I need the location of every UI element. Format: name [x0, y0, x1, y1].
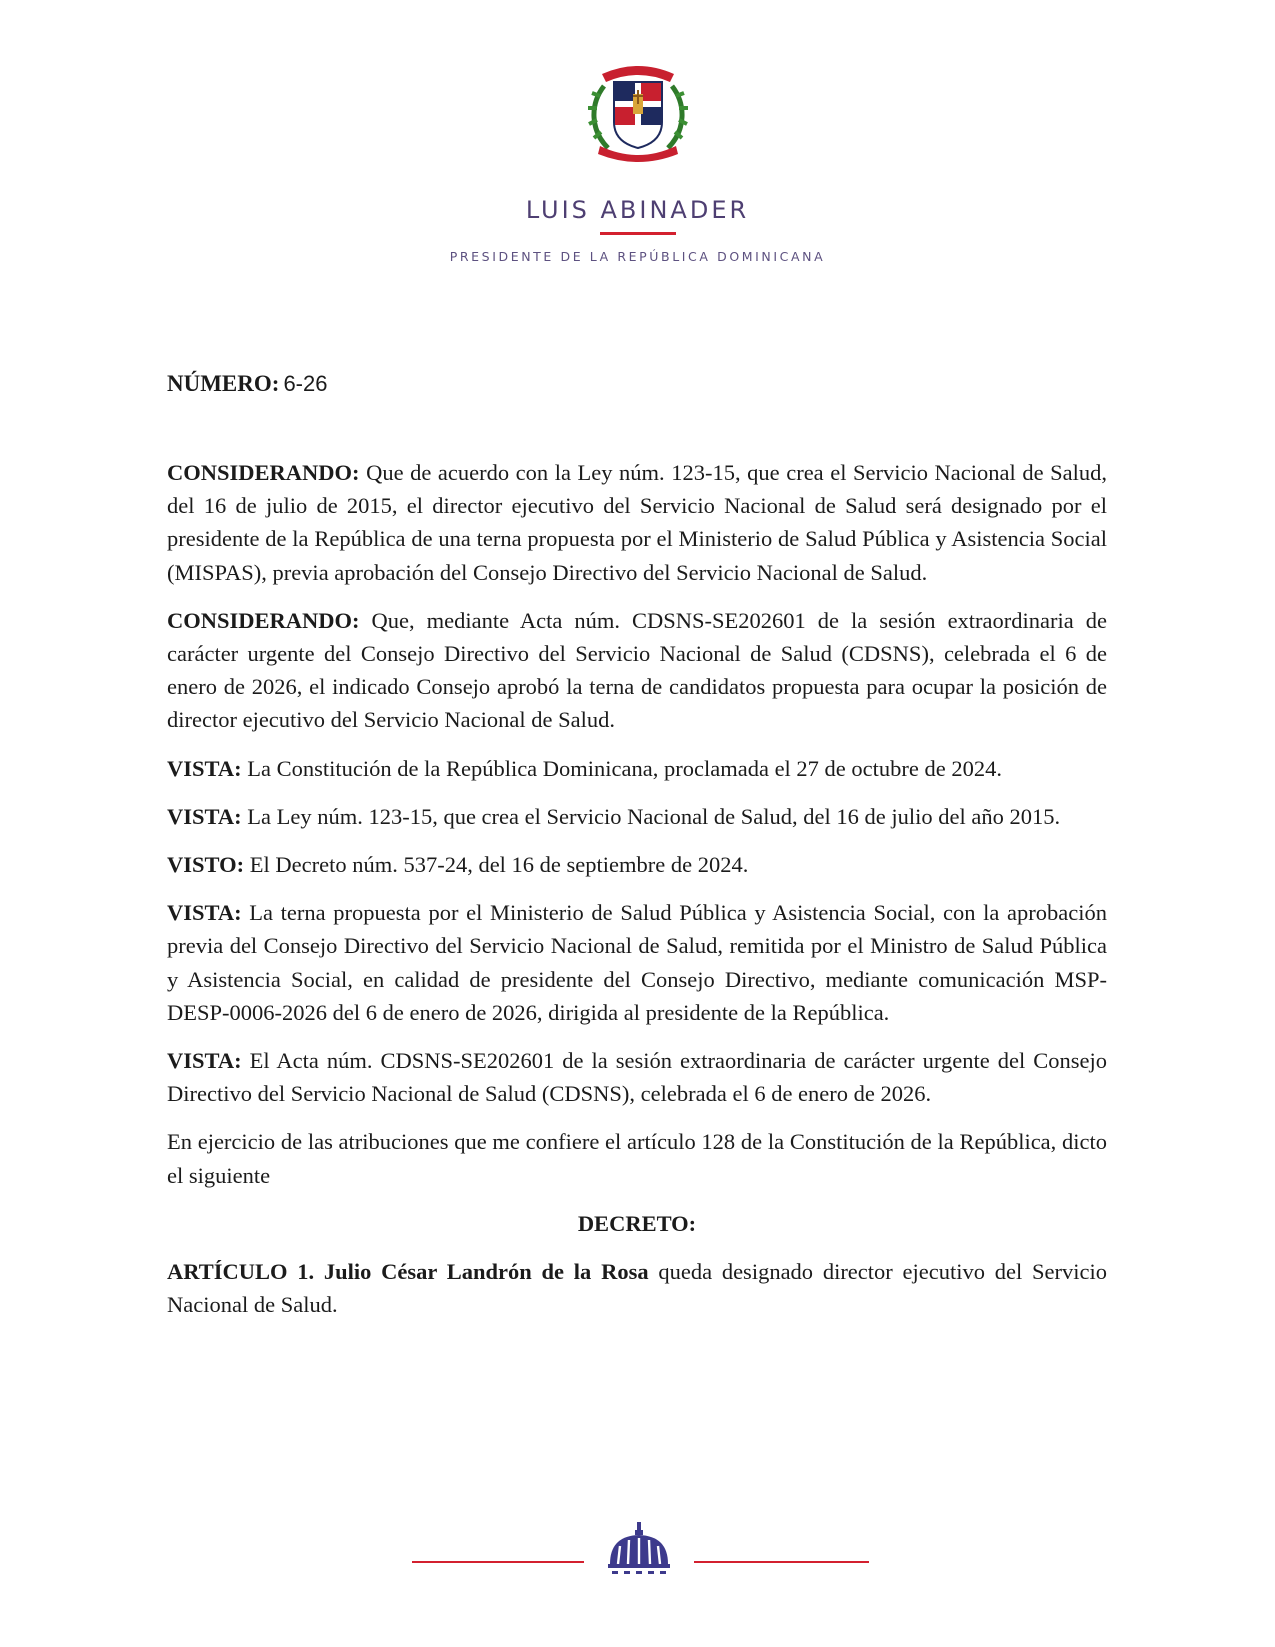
paragraph-label: CONSIDERANDO:	[167, 607, 360, 633]
paragraph-label: VISTA:	[167, 803, 242, 829]
vista-paragraph	[167, 896, 1107, 1029]
footer-rule-left	[412, 1561, 584, 1563]
president-title: PRESIDENTE DE LA REPÚBLICA DOMINICANA	[449, 249, 826, 264]
decree-number	[167, 371, 327, 397]
paragraph-label: VISTA:	[167, 1048, 242, 1074]
coat-of-arms-icon	[584, 56, 692, 166]
vista-paragraph	[167, 800, 1107, 833]
decree-number-value: 6-26	[283, 371, 328, 396]
paragraph-label: VISTA:	[167, 755, 242, 781]
paragraph-label: VISTO:	[167, 852, 245, 878]
paragraph-text: El Decreto núm. 537-24, del 16 de septiembre de 2024.	[244, 852, 749, 878]
footer-rule-right	[694, 1561, 869, 1563]
paragraph-label: CONSIDERANDO:	[167, 460, 360, 485]
vista-paragraph	[167, 1044, 1107, 1110]
name-underline	[600, 232, 676, 235]
closing-paragraph: En ejercicio de las atribuciones que me confiere el artículo 128 de la Constitución de la República, dicto el siguiente	[167, 1129, 1107, 1188]
decreto-heading: DECRETO:	[577, 1210, 697, 1236]
paragraph-text: La Constitución de la República Dominicana, proclamada el 27 de octubre de 2024.	[241, 755, 1002, 781]
decree-body	[167, 456, 1107, 1336]
paragraph-text: La terna propuesta por el Ministerio de Salud Pública y Asistencia Social, con la aprobación previa del Consejo Directivo del Servicio Nacional de Salud, remitida por el Ministro de Salud Pública y Asistencia Social, en calidad de presidente del Consejo Directivo, mediante comunicación MSP-DESP-0006-2026 del 6 de enero de 2026, dirigida al presidente de la República.	[167, 900, 1107, 1025]
article-label: ARTÍCULO 1.	[167, 1259, 315, 1285]
visto-paragraph	[167, 848, 1107, 881]
paragraph-text: Que de acuerdo con la Ley núm. 123-15, que crea el Servicio Nacional de Salud, del 16 de julio de 2015, el director ejecutivo del Servicio Nacional de Salud será designado por el presidente de la República de una terna propuesta por el Ministerio de Salud Pública y Asistencia Social (MISPAS), previa aprobación del Consejo Directivo del Servicio Nacional de Salud.	[167, 460, 1107, 585]
paragraph-label: VISTA:	[167, 900, 242, 926]
page-footer	[0, 1520, 1275, 1580]
vista-paragraph	[167, 752, 1107, 785]
considerando-paragraph	[167, 604, 1107, 737]
designee-name: Julio César Landrón de la Rosa	[323, 1259, 649, 1285]
decree-number-label: NÚMERO:	[167, 371, 280, 396]
paragraph-text: El Acta núm. CDSNS-SE202601 de la sesión extraordinaria de carácter urgente del Consejo Directivo del Servicio Nacional de Salud (CDSNS), celebrada el 6 de enero de 2026.	[167, 1048, 1107, 1107]
article-text: queda designado director ejecutivo del Servicio Nacional de Salud.	[167, 1259, 1107, 1318]
president-name: LUIS ABINADER	[525, 196, 750, 224]
considerando-paragraph	[167, 456, 1107, 589]
paragraph-text: La Ley núm. 123-15, que crea el Servicio Nacional de Salud, del 16 de julio del año 2015.	[241, 803, 1061, 829]
articulo-1	[167, 1255, 1107, 1321]
palace-dome-icon	[606, 1520, 672, 1580]
letterhead	[0, 56, 1275, 264]
paragraph-text: Que, mediante Acta núm. CDSNS-SE202601 de la sesión extraordinaria de carácter urgente del Consejo Directivo del Servicio Nacional de Salud (CDSNS), celebrada el 6 de enero de 2026, el indicado Consejo aprobó la terna de candidatos propuesta para ocupar la posición de director ejecutivo del Servicio Nacional de Salud.	[167, 607, 1107, 733]
